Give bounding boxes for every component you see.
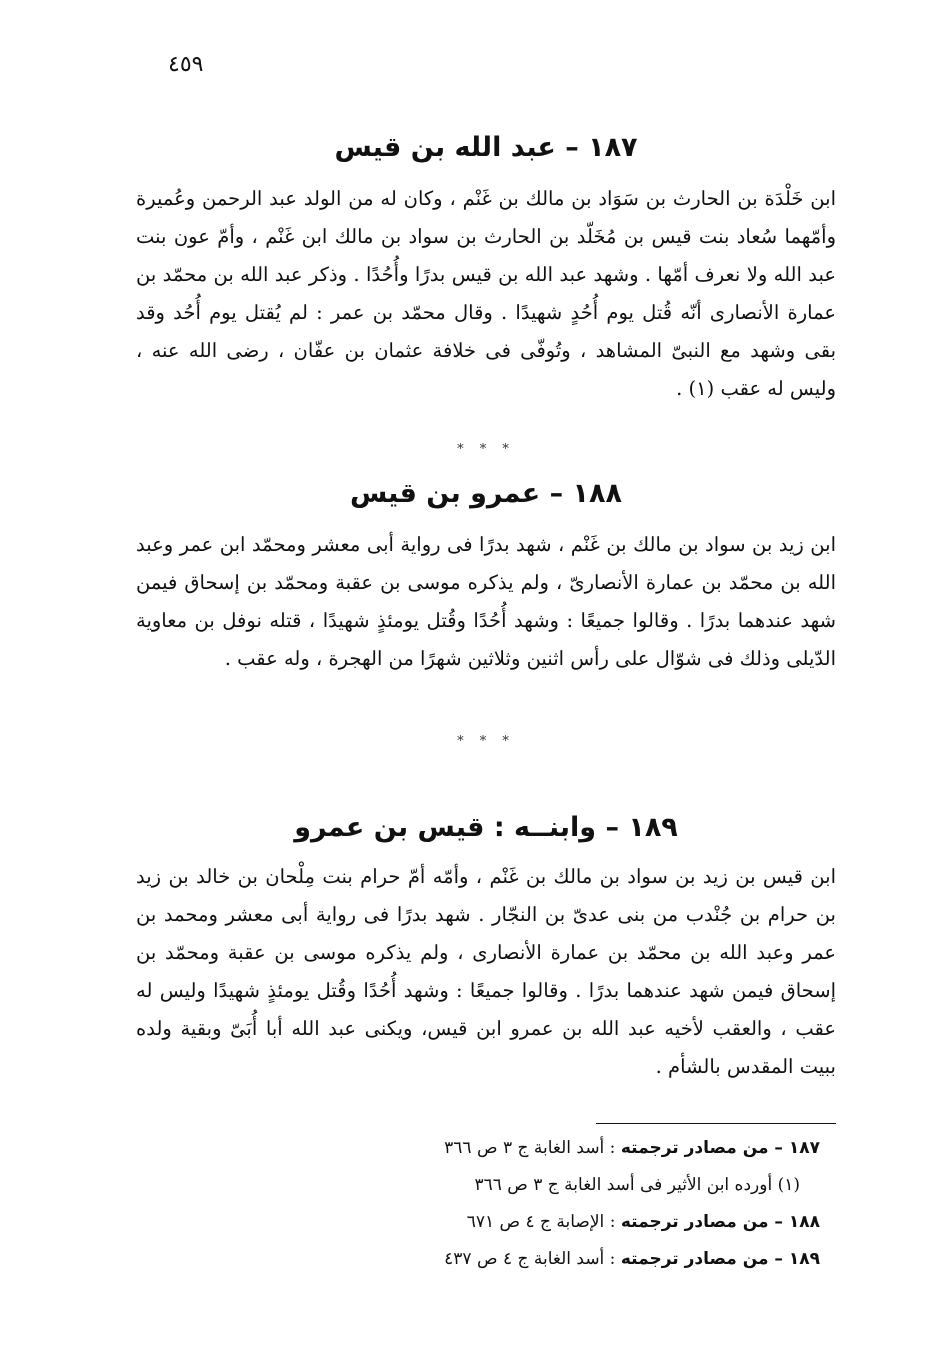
footnote-text: : أسد الغابة ج ٤ ص ٤٣٧ xyxy=(444,1249,621,1269)
footnote-text: : الإصابة ج ٤ ص ٦٧١ xyxy=(466,1212,621,1232)
footnotes xyxy=(300,1130,820,1278)
entry-title-189: ١٨٩ – وابنــه : قيس بن عمرو xyxy=(294,812,678,843)
footnote-heading: ١٨٩ – من مصادر ترجمته xyxy=(620,1249,820,1269)
footnote-text: : أسد الغابة ج ٣ ص ٣٦٦ xyxy=(444,1138,621,1158)
footnote-rule xyxy=(596,1123,836,1124)
entry-body-188 xyxy=(136,526,836,678)
entry-text-187: ابن خَلْدَة بن الحارث بن سَوَاد بن مالك بن غَنْم ، وكان له من الولد عبد الرحمن وعُميرة وأمّهما سُعاد بنت قيس بن مُخَلّد بن الحارث بن سواد بن مالك ابن غَنْم ، وأمّ عون بنت عبد الله ولا نعرف أمّها . وشهد عبد الله بن قيس بدرًا وأُحُدًا . وذكر عبد الله بن محمّد بن عمارة الأنصارى أنّه قُتل يوم أُحُدٍ شهيدًا . وقال محمّد بن عمر : لم يُقتل يوم أُحُد وقد بقى وشهد مع النبىّ المشاهد ، وتُوفّى فى خلافة عثمان بن عفّان ، رضى الله عنه ، وليس له عقب (١) . xyxy=(136,187,836,400)
footnote-text: (١) أورده ابن الأثير فى أسد الغابة ج ٣ ص ٣٦٦ xyxy=(474,1175,800,1195)
page-number: ٤٥٩ xyxy=(168,52,204,77)
section-separator-1: * * * xyxy=(457,442,515,457)
entry-text-189: ابن قيس بن زيد بن سواد بن مالك بن غَنْم ، وأمّه أمّ حرام بنت مِلْحان بن خالد بن زيد بن حرام بن جُنْدب من بنى عدىّ بن النجّار . شهد بدرًا فى رواية أبى معشر ومحمد بن عمر وعبد الله بن محمّد بن عمارة الأنصارى ، ولم يذكره موسى بن عقبة ومحمّد بن إسحاق فيمن شهد عندهما بدرًا . وقالوا جميعًا : وشهد أُحُدًا وقُتل يومئذٍ شهيدًا وليس له عقب ، والعقب لأخيه عبد الله بن عمرو ابن قيس، ويكنى عبد الله أبا أُبَىّ وبقية ولده ببيت المقدس بالشأم . xyxy=(136,865,836,1078)
footnote-1 xyxy=(300,1167,820,1204)
footnote-heading: ١٨٨ – من مصادر ترجمته xyxy=(620,1212,820,1232)
entry-title-188: ١٨٨ – عمرو بن قيس xyxy=(350,478,622,509)
entry-body-189 xyxy=(136,858,836,1086)
section-separator-2: * * * xyxy=(457,734,515,749)
entry-text-188: ابن زيد بن سواد بن مالك بن غَنْم ، شهد بدرًا فى رواية أبى معشر ومحمّد ابن عمر وعبد الله بن محمّد بن عمارة الأنصارىّ ، ولم يذكره موسى بن عقبة ومحمّد بن إسحاق فيمن شهد عندهما بدرًا . وقالوا جميعًا : وشهد أُحُدًا وقُتل يومئذٍ شهيدًا ، قتله نوفل بن معاوية الدّيلى وذلك فى شوّال على رأس اثنين وثلاثين شهرًا من الهجرة ، وله عقب . xyxy=(136,533,836,670)
footnote-heading: ١٨٧ – من مصادر ترجمته xyxy=(620,1138,820,1158)
entry-title-187: ١٨٧ – عبد الله بن قيس xyxy=(334,132,638,163)
footnote-188-sources xyxy=(300,1204,820,1241)
footnote-189-sources xyxy=(300,1241,820,1278)
entry-body-187 xyxy=(136,180,836,408)
footnote-187-sources xyxy=(300,1130,820,1167)
